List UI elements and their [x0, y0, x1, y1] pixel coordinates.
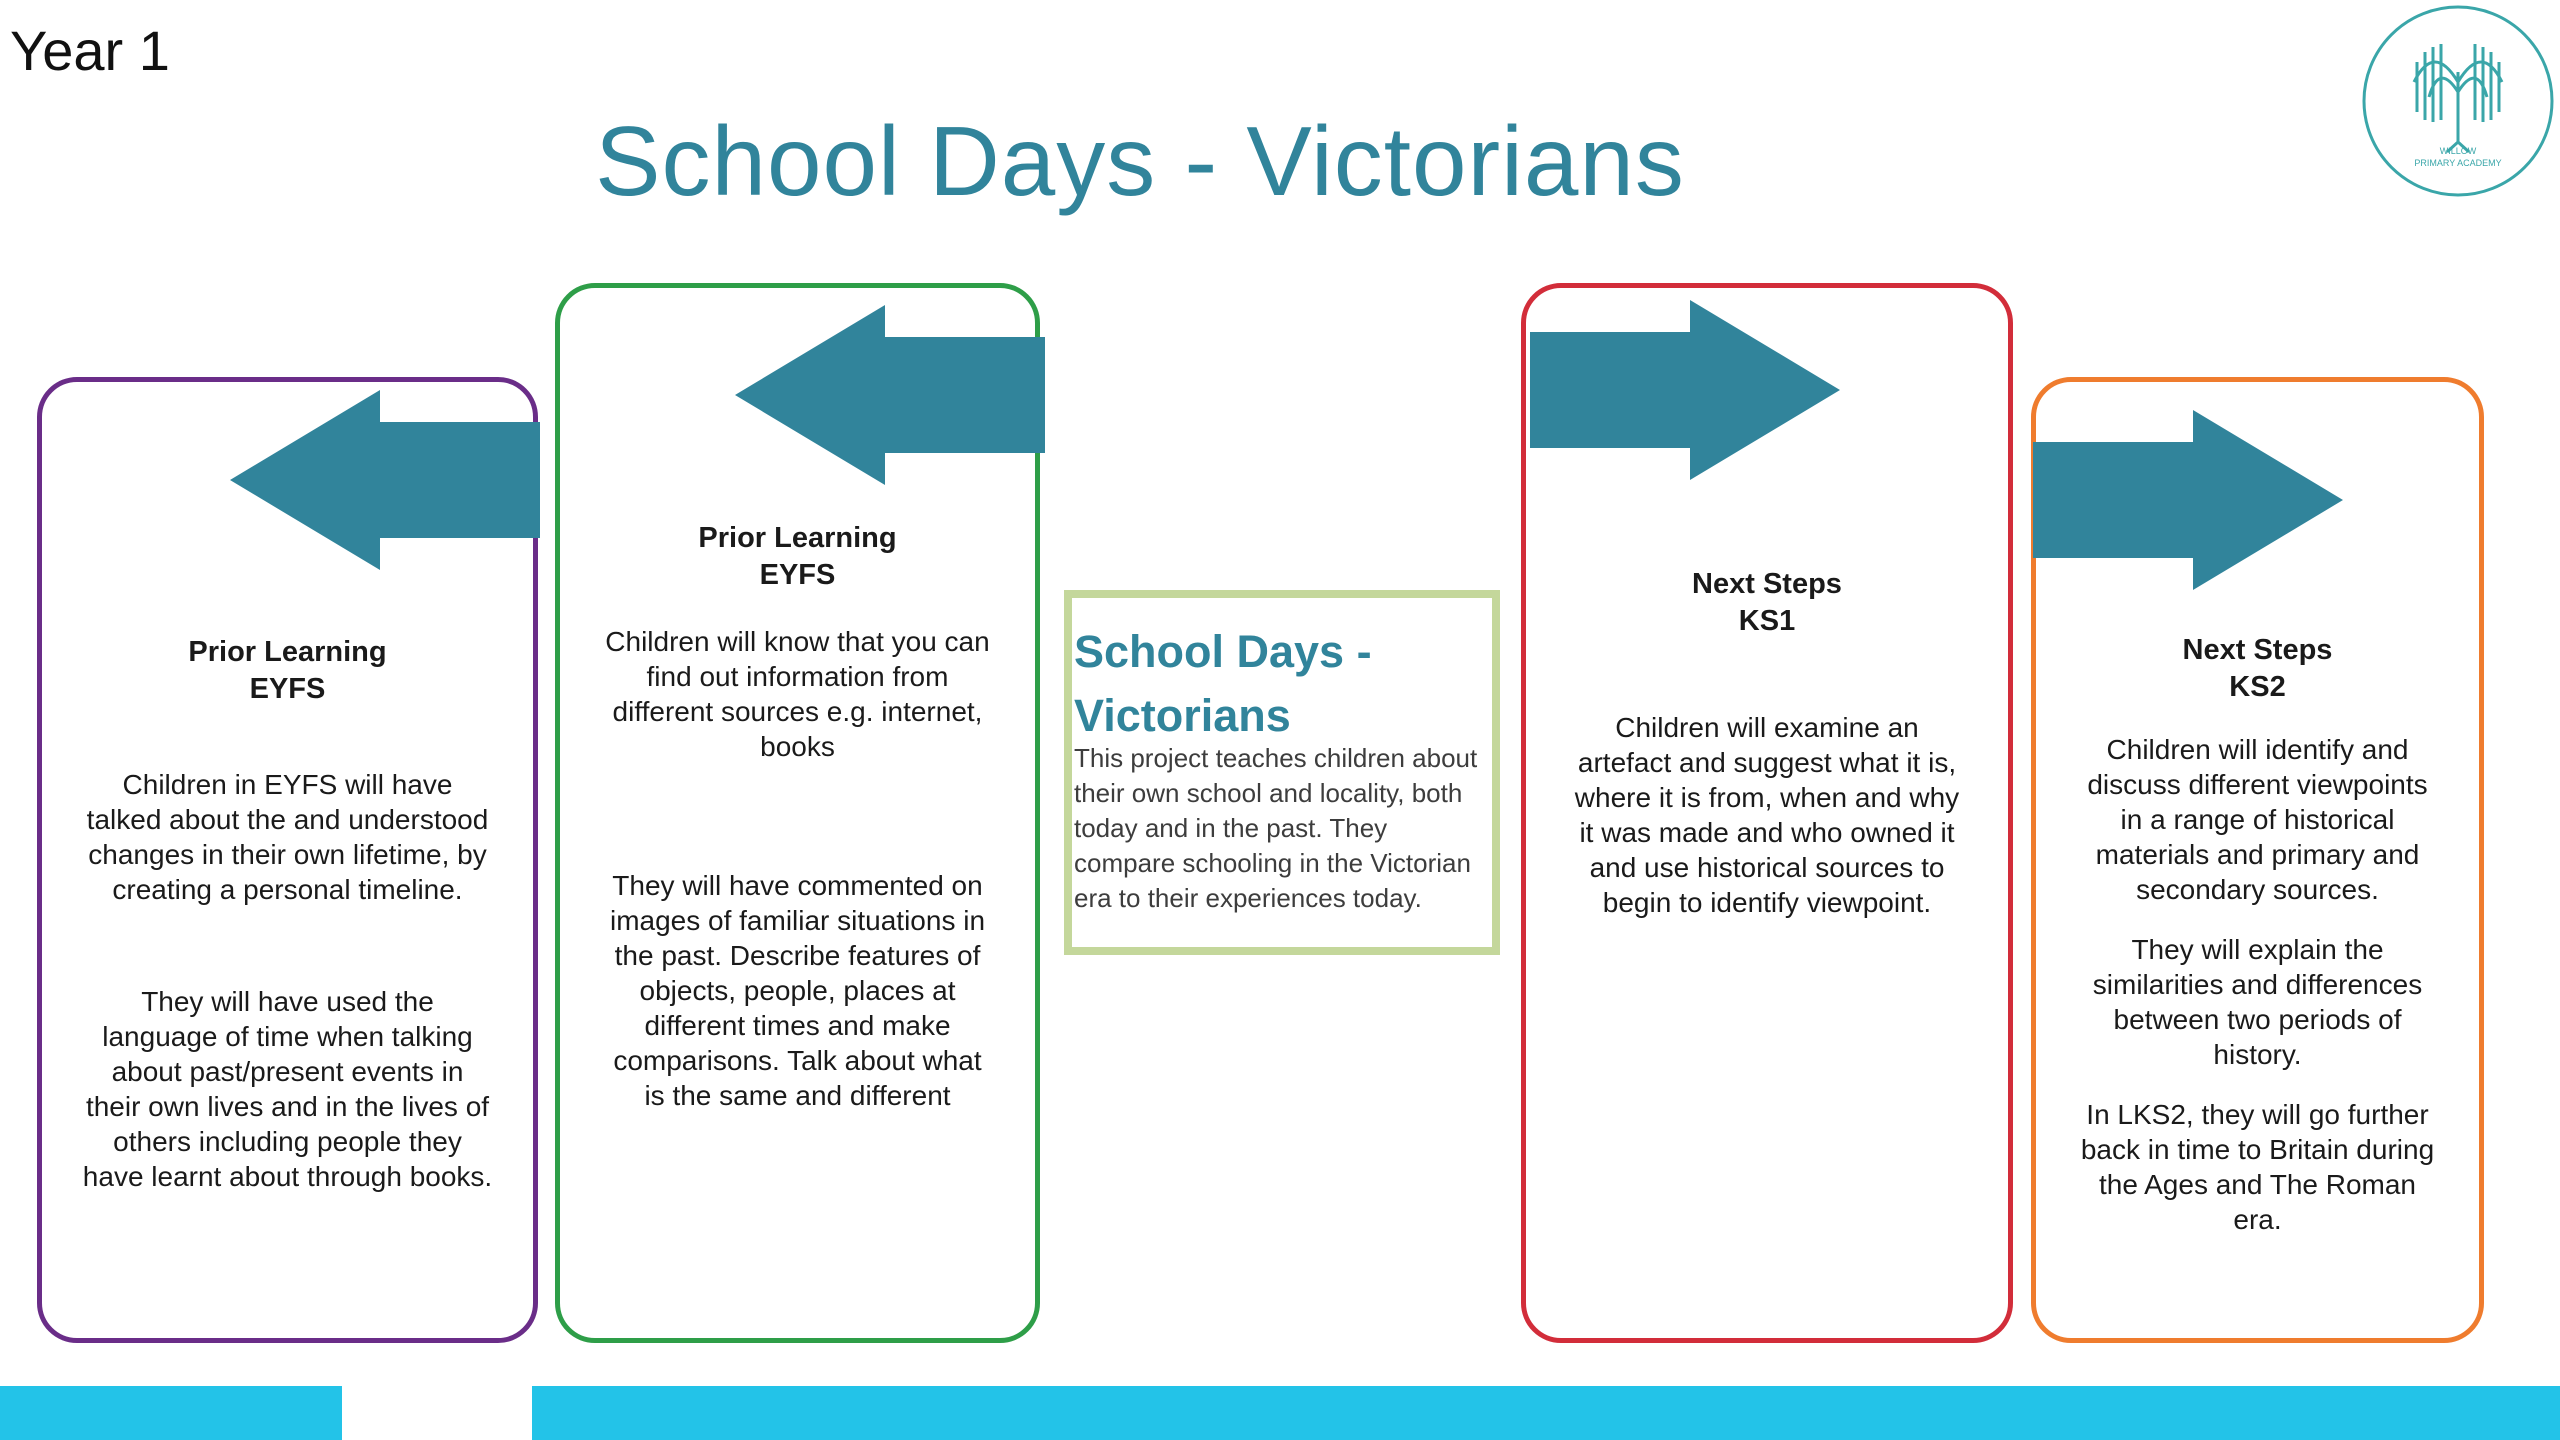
panel5-para1: Children will identify and discuss different viewpoints in a range of historical materials and primary and secondary sources. — [2087, 734, 2428, 905]
panel2-para1: Children will know that you can find out information from different sources e.g. internet, books — [605, 626, 990, 762]
arrow-left-icon — [230, 390, 540, 570]
panel1-heading2: EYFS — [249, 673, 326, 705]
arrow-right-icon — [1530, 300, 1840, 480]
logo-text-2: PRIMARY ACADEMY — [2414, 158, 2502, 168]
panel5-heading2: KS2 — [2229, 671, 2286, 703]
panel2-heading2: EYFS — [759, 559, 836, 591]
logo-text-1: WILLOW — [2439, 146, 2477, 156]
panel1-para2: They will have used the language of time when talking about past/present events in their own lives and in the lives of others including people they have learnt about through books. — [82, 986, 493, 1192]
project-title: School Days - Victorians — [1074, 626, 1372, 741]
panel2-para2: They will have commented on images of familiar situations in the past. Describe features of objects, people, places at different times and make comparisons. Talk about what is the same and different — [609, 870, 986, 1111]
panel5-para3: In LKS2, they will go further back in time to Britain during the Ages and The Roman era. — [2080, 1099, 2435, 1235]
panel1-para1: Children in EYFS will have talked about the and understood changes in their own lifetime, by creating a personal timeline. — [86, 769, 489, 905]
panel4-para1: Children will examine an artefact and suggest what it is, where it is from, when and why it was made and who owned it and use historical sources to begin to identify viewpoint. — [1574, 712, 1960, 918]
arrow-left-icon — [735, 305, 1045, 485]
project-description: This project teaches children about their own school and locality, both today and in the past. They compare schooling in the Victorian era to their experiences today. — [1074, 743, 1478, 913]
panel5-para2: They will explain the similarities and differences between two periods of history. — [2092, 934, 2423, 1070]
panel1-heading1: Prior Learning — [188, 636, 387, 668]
project-summary-box — [1064, 590, 1500, 955]
willow-tree-icon — [2359, 2, 2557, 200]
footer-bar-right — [532, 1386, 2560, 1440]
year-label: Year 1 — [10, 19, 170, 82]
panel4-heading2: KS1 — [1738, 605, 1796, 637]
footer-bar-left — [0, 1386, 342, 1440]
school-logo — [2359, 2, 2557, 200]
arrow-right-icon — [2033, 410, 2343, 590]
panel4-heading1: Next Steps — [1692, 568, 1842, 600]
page-title: School Days - Victorians — [595, 106, 1685, 216]
panel5-heading1: Next Steps — [2182, 634, 2333, 666]
panel2-heading1: Prior Learning — [698, 522, 897, 554]
